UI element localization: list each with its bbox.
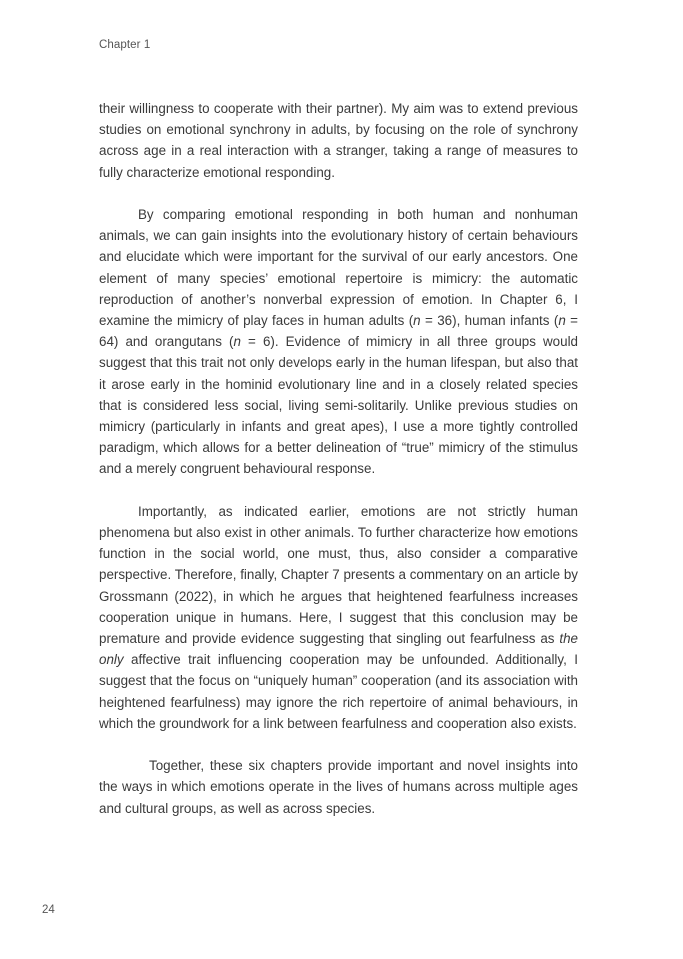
paragraph-conclusion: Together, these six chapters provide important and novel insights into the ways in which emotions operate in the lives of humans across multiple ages and cultural groups, as well as across species.: [99, 758, 578, 816]
sample-size-symbol: n: [558, 313, 566, 329]
paragraph-comparative-text-1: Importantly, as indicated earlier, emotions are not strictly human phenomena but also exist in other animals. To further characterize how emotions function in the social world, one must, thus, also consider a comparative perspective. Therefore, finally, Chapter 7 presents a commentary on an article by Grossmann (2022), in which he argues that heightened fearfulness increases cooperation unique in humans. Here, I suggest that this conclusion may be premature and provide evidence suggesting that singling out fearfulness as: [99, 503, 578, 647]
paragraph-mimicry-text-1: By comparing emotional responding in both human and nonhuman animals, we can gain insights into the evolutionary history of certain behaviours and elucidate which were important for the survival of our early ancestors. One element of many species’ emotional repertoire is mimicry: the automatic reproduction of another’s nonverbal expression of emotion. In Chapter 6, I examine the mimicry of play faces in human adults (: [99, 207, 578, 329]
paragraph-mimicry-text-3: = 64) and orangutans (: [99, 313, 578, 350]
sample-size-symbol: n: [413, 313, 421, 329]
paragraph-mimicry-text-2: = 36), human infants (: [420, 313, 559, 329]
paragraph-mimicry: [99, 204, 578, 480]
page-number: 24: [42, 904, 55, 916]
paragraph-continuation: their willingness to cooperate with their partner). My aim was to extend previous studies on emotional synchrony in adults, by focusing on the role of synchrony across age in a real interaction with a stranger, taking a range of measures to fully characterize emotional responding.: [99, 101, 578, 180]
paragraph-comparative-text-2: affective trait influencing cooperation may be unfounded. Additionally, I suggest that the focus on “uniquely human” cooperation (and its association with heightened fearfulness) may ignore the rich repertoire of animal behaviours, in which the groundwork for a link between fearfulness and cooperation also exists.: [99, 652, 578, 731]
sample-size-symbol: n: [233, 334, 241, 350]
body-text: [99, 98, 578, 819]
emphasis-the-only: the only: [99, 631, 578, 668]
running-head: Chapter 1: [99, 39, 151, 51]
paragraph-mimicry-text-4: = 6). Evidence of mimicry in all three groups would suggest that this trait not only develops early in the human lifespan, but also that it arose early in the hominid evolutionary line and in a closely related species that is considered less social, living semi-solitarily. Unlike previous studies on mimicry (particularly in infants and great apes), I use a more tightly controlled paradigm, which allows for a better delineation of “true” mimicry of the stimulus and a merely congruent behavioural response.: [99, 334, 578, 477]
paragraph-comparative: [99, 501, 578, 734]
